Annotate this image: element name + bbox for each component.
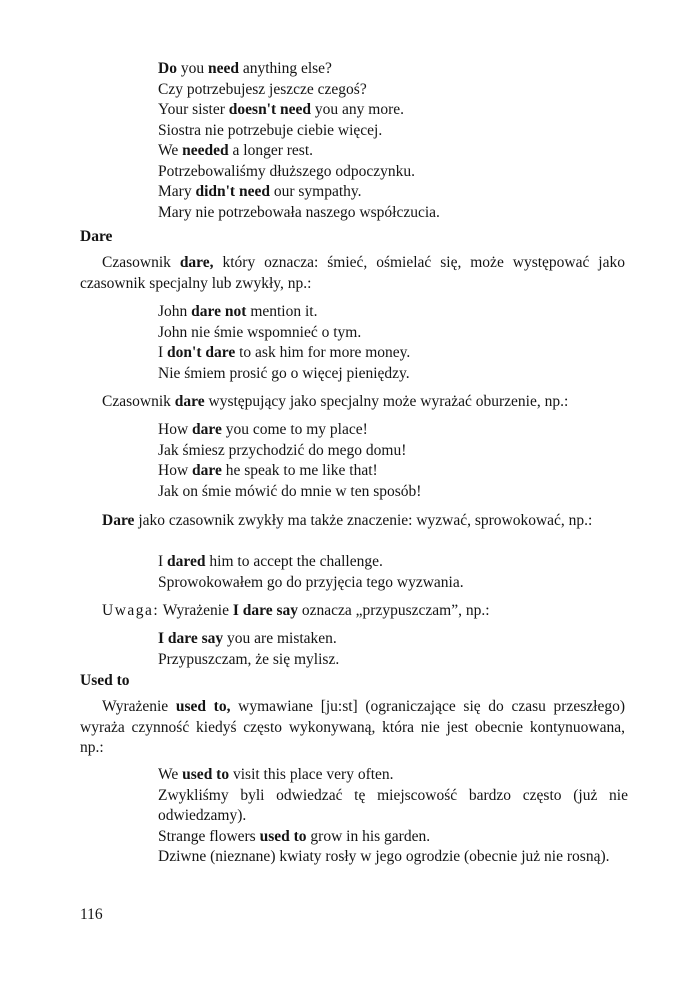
example-block-used-to bbox=[158, 765, 628, 868]
translation-line: Jak on śmie mówić do mnie w ten sposób! bbox=[158, 482, 422, 500]
translation-line: Jak śmiesz przychodzić do mego domu! bbox=[158, 441, 407, 459]
example-line: Strange flowers used to grow in his garden. bbox=[158, 827, 431, 845]
dare-ordinary-paragraph: Dare jako czasownik zwykły ma także znaczenie: wyzwać, sprowokować, np.: bbox=[102, 512, 593, 529]
example-line: We used to visit this place very often. bbox=[158, 766, 394, 783]
translation-line: Siostra nie potrzebuje ciebie więcej. bbox=[158, 121, 383, 139]
dare-intro-paragraph: Czasownik dare, który oznacza: śmieć, ośmielać się, może występować jako czasownik specjalny lub zwykły, np.: bbox=[80, 254, 625, 292]
section-heading-dare: Dare bbox=[80, 228, 113, 245]
example-block-dare-1 bbox=[158, 302, 628, 384]
translation-line: Potrzebowaliśmy dłuższego odpoczynku. bbox=[158, 162, 415, 180]
section-heading-used-to: Used to bbox=[80, 672, 130, 689]
example-block-dare-3 bbox=[158, 552, 628, 593]
page-number: 116 bbox=[80, 906, 103, 923]
used-to-intro-paragraph: Wyrażenie used to, wymawiane [ju:st] (ograniczające się do czasu przeszłego) wyraża czynność kiedyś często wykonywaną, która nie jest obecnie kontynuowana, np.: bbox=[80, 698, 625, 756]
example-line: Do you need anything else? bbox=[158, 60, 332, 77]
translation-line: Mary nie potrzebowała naszego współczucia. bbox=[158, 203, 440, 221]
example-line: We needed a longer rest. bbox=[158, 142, 314, 159]
translation-line: Nie śmiem prosić go o więcej pieniędzy. bbox=[158, 364, 410, 382]
example-block-dare-4 bbox=[158, 629, 628, 670]
example-line: I dare say you are mistaken. bbox=[158, 630, 337, 647]
example-block-dare-2 bbox=[158, 420, 628, 502]
translation-line: John nie śmie wspomnieć o tym. bbox=[158, 323, 362, 341]
example-block-need bbox=[158, 59, 628, 223]
example-line: How dare you come to my place! bbox=[158, 421, 368, 438]
example-line: How dare he speak to me like that! bbox=[158, 462, 378, 479]
example-line: Mary didn't need our sympathy. bbox=[158, 183, 362, 200]
example-line: I dared him to accept the challenge. bbox=[158, 553, 383, 570]
dare-note-paragraph: Uwaga: Wyrażenie I dare say oznacza „przypuszczam”, np.: bbox=[102, 602, 490, 619]
translation-line: Zwykliśmy byli odwiedzać tę miejscowość bardzo często (już nie odwiedzamy). bbox=[158, 786, 628, 824]
dare-special-paragraph: Czasownik dare występujący jako specjalny może wyrażać oburzenie, np.: bbox=[102, 393, 569, 410]
translation-line: Dziwne (nieznane) kwiaty rosły w jego ogrodzie (obecnie już nie rosną). bbox=[158, 848, 610, 865]
example-line: I don't dare to ask him for more money. bbox=[158, 344, 411, 361]
example-line: John dare not mention it. bbox=[158, 303, 318, 320]
example-line: Your sister doesn't need you any more. bbox=[158, 101, 405, 118]
translation-line: Czy potrzebujesz jeszcze czegoś? bbox=[158, 80, 367, 98]
translation-line: Przypuszczam, że się mylisz. bbox=[158, 650, 340, 668]
translation-line: Sprowokowałem go do przyjęcia tego wyzwania. bbox=[158, 573, 464, 591]
